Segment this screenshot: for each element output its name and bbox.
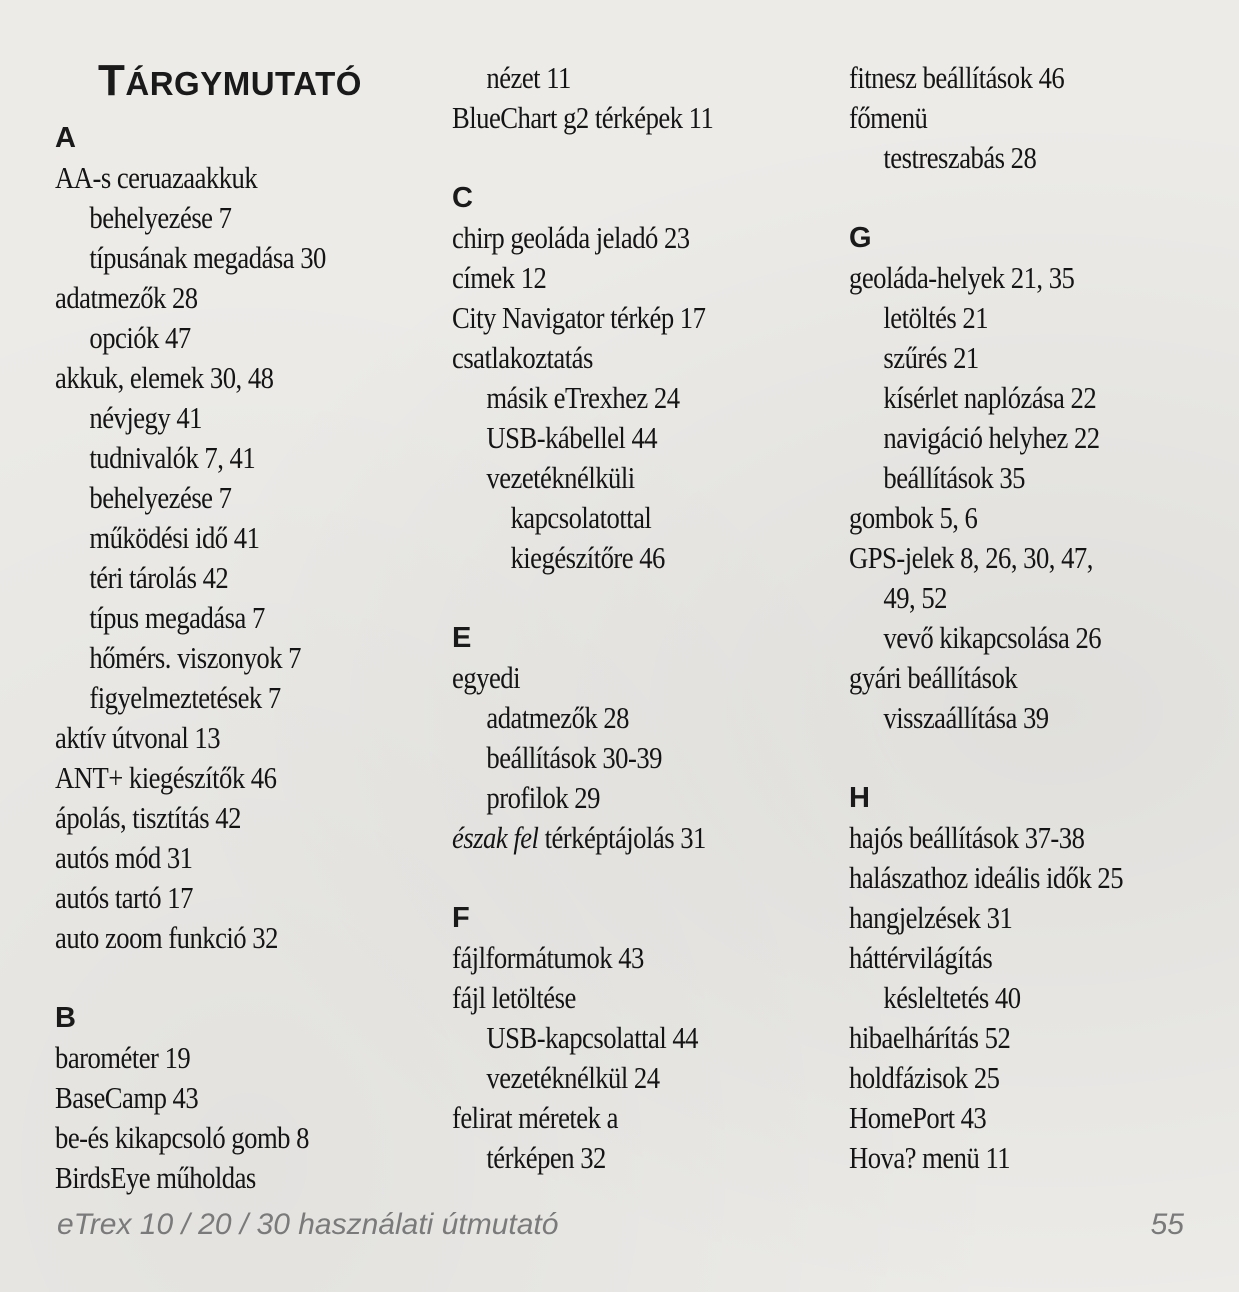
- index-subentry: típusának megadása 30: [89, 240, 326, 275]
- index-subentry: navigáció helyhez 22: [883, 420, 1100, 455]
- index-column-3: [849, 0, 1234, 1178]
- index-subentry: adatmezők 28: [486, 700, 630, 735]
- index-entry: geoláda-helyek 21, 35: [849, 260, 1075, 295]
- index-subentry: szűrés 21: [883, 340, 979, 375]
- index-subentry: hőmérs. viszonyok 7: [89, 640, 302, 675]
- index-subentry: USB-kábellel 44: [486, 420, 658, 455]
- index-entry: fájlformátumok 43: [452, 940, 644, 975]
- index-subentry: tudnivalók 7, 41: [89, 440, 256, 475]
- index-entry: címek 12: [452, 260, 547, 295]
- index-subentry: téri tárolás 42: [89, 560, 229, 595]
- index-entry: BlueChart g2 térképek 11: [452, 100, 714, 135]
- index-entry: autós mód 31: [55, 840, 193, 875]
- section-letter: A: [55, 122, 76, 154]
- index-subentry: vevő kikapcsolása 26: [883, 620, 1102, 655]
- index-list: [849, 0, 1234, 1178]
- index-entry: hajós beállítások 37-38: [849, 820, 1085, 855]
- index-entry: aktív útvonal 13: [55, 720, 221, 755]
- index-entry: Hova? menü 11: [849, 1140, 1011, 1175]
- index-entry: halászathoz ideális idők 25: [849, 860, 1124, 895]
- section-letter: C: [452, 182, 473, 214]
- page-title-rest: ÁRGYMUTATÓ: [125, 65, 362, 102]
- index-subentry: késleltetés 40: [883, 980, 1021, 1015]
- index-subentry: másik eTrexhez 24: [486, 380, 680, 415]
- index-subentry: USB-kapcsolattal 44: [486, 1020, 698, 1055]
- index-subentry: beállítások 30-39: [486, 740, 662, 775]
- index-subentry: vezetéknélkül 24: [486, 1060, 660, 1095]
- section-spacer: [452, 858, 783, 898]
- footer-manual-title: eTrex 10 / 20 / 30 használati útmutató: [57, 1208, 559, 1241]
- index-column-2: [452, 0, 837, 1178]
- index-subentry: kapcsolatottal: [510, 500, 652, 535]
- section-letter: F: [452, 902, 470, 934]
- index-subentry: működési idő 41: [89, 520, 260, 555]
- section-letter: E: [452, 622, 472, 654]
- index-entry: főmenü: [849, 100, 928, 135]
- index-entry: gyári beállítások: [849, 660, 1018, 695]
- section-spacer: [849, 178, 1180, 218]
- index-subentry: kísérlet naplózása 22: [883, 380, 1097, 415]
- section-spacer: [452, 138, 783, 178]
- section-letter: B: [55, 1002, 76, 1034]
- index-entry: City Navigator térkép 17: [452, 300, 706, 335]
- index-entry: fitnesz beállítások 46: [849, 60, 1065, 95]
- index-list: [452, 0, 837, 1178]
- index-subentry: testreszabás 28: [883, 140, 1037, 175]
- section-letter: H: [849, 782, 870, 814]
- index-subentry: visszaállítása 39: [883, 700, 1049, 735]
- index-subentry: térképen 32: [486, 1140, 606, 1175]
- page-number: 55: [1150, 1208, 1184, 1241]
- index-subentry: típus megadása 7: [89, 600, 265, 635]
- index-subentry: behelyezése 7: [89, 480, 232, 515]
- index-subentry: vezetéknélküli: [486, 460, 635, 495]
- index-entry: GPS-jelek 8, 26, 30, 47,: [849, 540, 1093, 575]
- index-subentry: behelyezése 7: [89, 200, 232, 235]
- index-entry: AA-s ceruazaakkuk: [55, 160, 258, 195]
- index-entry: BirdsEye műholdas: [55, 1160, 256, 1195]
- index-entry: auto zoom funkció 32: [55, 920, 278, 955]
- index-subentry: profilok 29: [486, 780, 600, 815]
- index-subentry: nézet 11: [486, 60, 571, 95]
- section-spacer: [849, 738, 1180, 778]
- index-entry: autós tartó 17: [55, 880, 193, 915]
- index-entry: hibaelhárítás 52: [849, 1020, 1011, 1055]
- index-entry: fájl letöltése: [452, 980, 576, 1015]
- index-entry: holdfázisok 25: [849, 1060, 1000, 1095]
- index-list: [55, 0, 440, 1198]
- index-subentry: letöltés 21: [883, 300, 989, 335]
- index-entry: [452, 818, 783, 858]
- index-subentry: kiegészítőre 46: [510, 540, 665, 575]
- index-subentry: figyelmeztetések 7: [89, 680, 281, 715]
- index-entry: ápolás, tisztítás 42: [55, 800, 241, 835]
- index-entry: felirat méretek a: [452, 1100, 618, 1135]
- index-entry: gombok 5, 6: [849, 500, 978, 535]
- section-spacer: [55, 958, 386, 998]
- index-entry: BaseCamp 43: [55, 1080, 199, 1115]
- index-entry: csatlakoztatás: [452, 340, 593, 375]
- index-subentry: 49, 52: [883, 580, 947, 615]
- entry-text: térképtájolás 31: [538, 820, 706, 855]
- index-entry: hangjelzések 31: [849, 900, 1013, 935]
- index-entry: háttérvilágítás: [849, 940, 993, 975]
- index-entry: adatmezők 28: [55, 280, 198, 315]
- index-subentry: beállítások 35: [883, 460, 1026, 495]
- index-entry: ANT+ kiegészítők 46: [55, 760, 277, 795]
- index-entry: egyedi: [452, 660, 520, 695]
- index-entry: HomePort 43: [849, 1100, 987, 1135]
- index-entry: barométer 19: [55, 1040, 191, 1075]
- index-subentry: névjegy 41: [89, 400, 202, 435]
- index-column-1: [55, 0, 440, 1198]
- index-entry: be-és kikapcsoló gomb 8: [55, 1120, 309, 1155]
- index-entry: chirp geoláda jeladó 23: [452, 220, 690, 255]
- index-entry: akkuk, elemek 30, 48: [55, 360, 274, 395]
- section-spacer: [452, 578, 783, 618]
- entry-italic-term: észak fel: [452, 820, 539, 855]
- page-title-initial: T: [98, 56, 126, 105]
- section-letter: G: [849, 222, 872, 254]
- index-subentry: opciók 47: [89, 320, 191, 355]
